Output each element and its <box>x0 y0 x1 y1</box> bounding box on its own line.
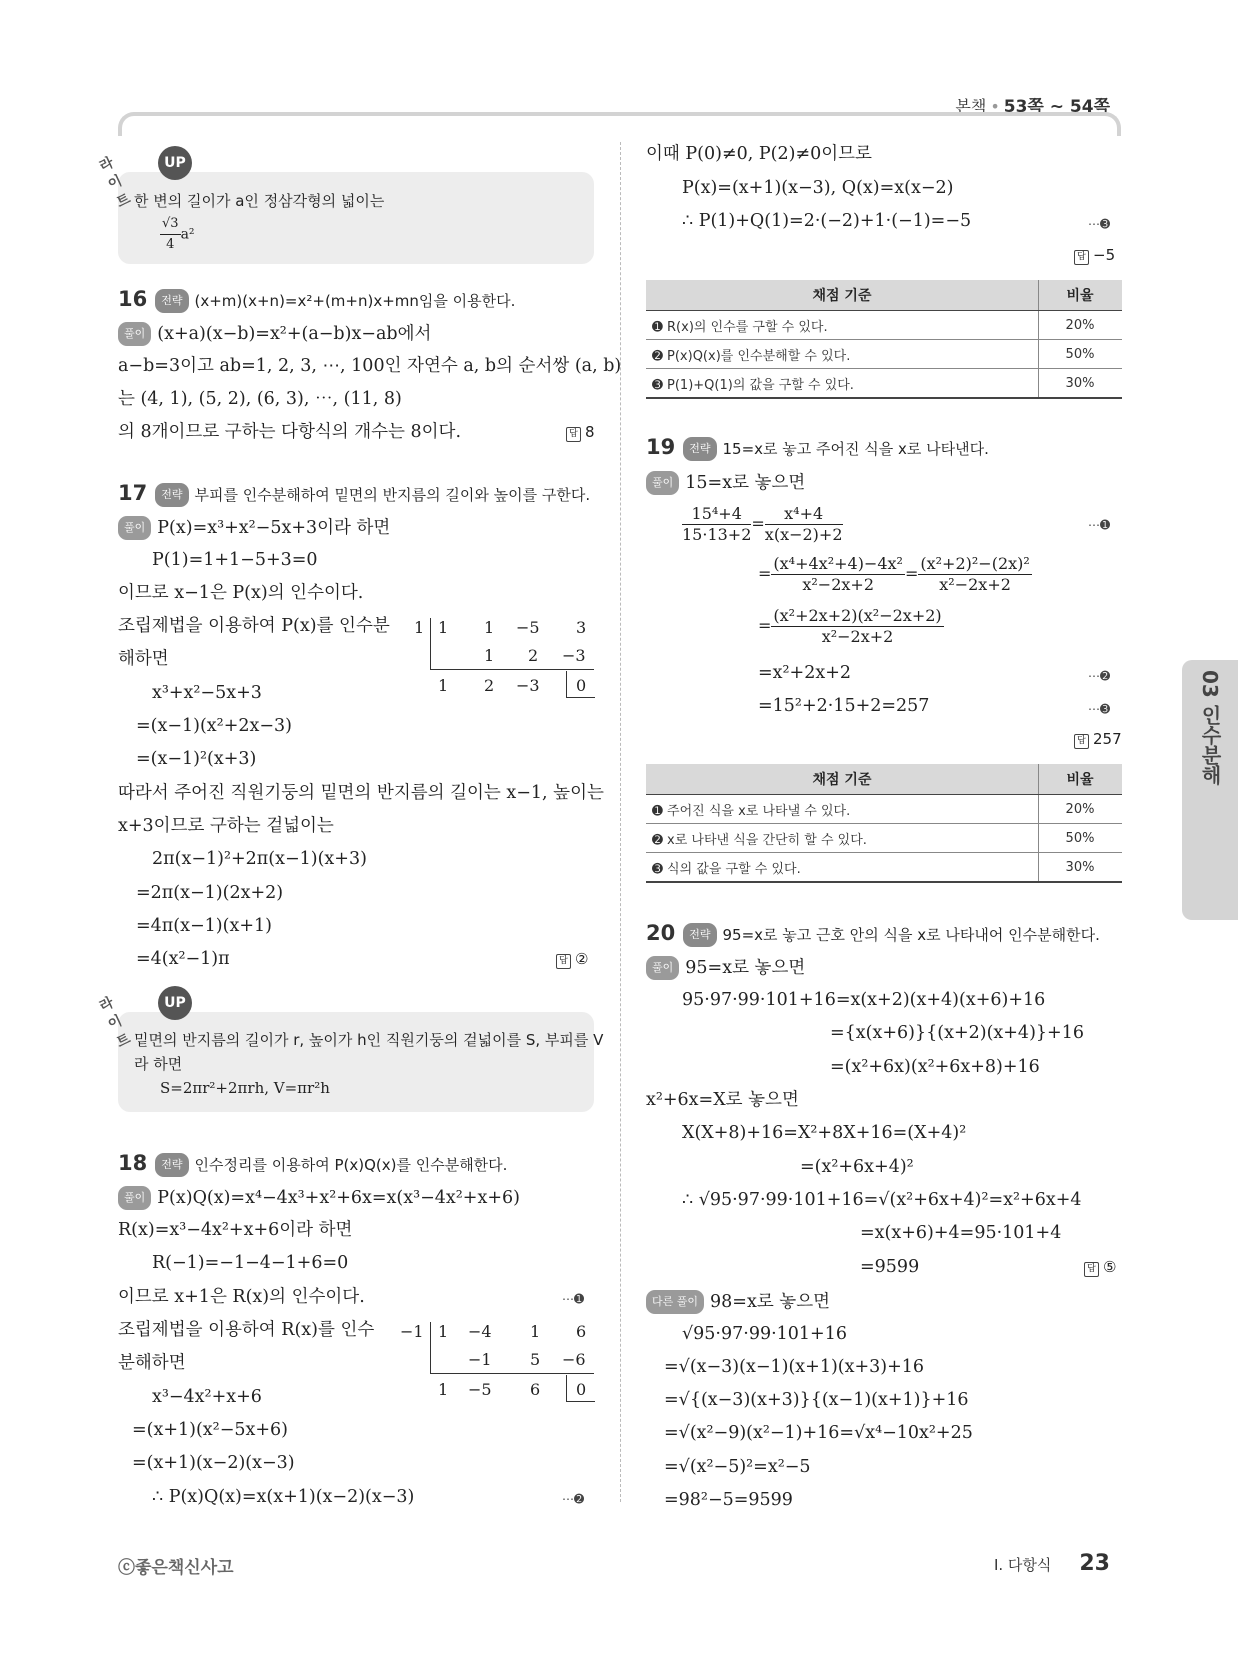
q18-line1: 풀이 P(x)Q(x)=x⁴−4x³+x²+6x=x(x³−4x²+x+6) <box>118 1186 520 1210</box>
q20-alt-line1: 다른 풀이 98=x로 놓으면 <box>646 1290 830 1314</box>
q18-line5: 조립제법을 이용하여 R(x)를 인수 <box>118 1320 375 1340</box>
step-marker: ⋯➋ <box>562 1492 585 1506</box>
table-row: ➌ P(1)+Q(1)의 값을 구할 수 있다. 30% <box>646 369 1122 399</box>
q17-answer: 답 ② <box>556 948 588 970</box>
q19-line6: =x²+2x+2 <box>758 663 852 683</box>
tip-2-line1: 밑면의 반지름의 길이가 r, 높이가 h인 직원기둥의 겉넓이를 S, 부피를 V <box>134 1031 604 1049</box>
q20-alt-line4: =√{(x−3)(x+3)}{(x−1)(x+1)}+16 <box>664 1390 969 1410</box>
grading-table-18: 채점 기준 비율 ➊ R(x)의 인수를 구할 수 있다. 20% ➋ P(x)Q(x)를 인수분해할 수 있다. 50% ➌ P(1)+Q(1)의 값을 구할 수 있다. 30% <box>646 280 1122 399</box>
answer-icon: 답 <box>1084 1262 1099 1277</box>
q17-line10: x+3이므로 구하는 겉넓이는 <box>118 816 334 836</box>
table-row: ➋ P(x)Q(x)를 인수분해할 수 있다. 50% <box>646 340 1122 369</box>
q16-title: 16 전략 (x+m)(x+n)=x²+(m+n)x+mn임을 이용한다. <box>118 287 516 311</box>
q17-line7: =(x−1)(x²+2x−3) <box>136 716 292 736</box>
q17-line6: x³+x²−5x+3 <box>152 683 262 703</box>
q18-line4: 이므로 x+1은 R(x)의 인수이다. <box>118 1287 365 1307</box>
q17-line2: P(1)=1+1−5+3=0 <box>152 550 318 570</box>
chapter-side-tab-label: 03 인수분해 <box>1198 670 1222 785</box>
q20-alt-line6: =√(x²−5)²=x²−5 <box>664 1457 811 1477</box>
tip-1-formula: $\frac{√3}{4}$ a² <box>162 216 195 252</box>
table-row: ➋ x로 나타낸 식을 간단히 할 수 있다. 50% <box>646 824 1122 853</box>
q18-line3: R(−1)=−1−4−1+6=0 <box>152 1253 349 1273</box>
q18-line9: =(x+1)(x−2)(x−3) <box>132 1453 295 1473</box>
q19-step1: $\frac{\text{15⁴+4}}{15\cdot 13+2}$ = $\frac{\text{x⁴+4}}{x(x-2)+2}$ <box>682 504 843 544</box>
table-row: ➌ 식의 값을 구할 수 있다. 30% <box>646 853 1122 883</box>
q19-step3: = $\frac{\text{(x²+2x+2)(x²−2x+2)}}{\text{x²−2x+2}}$ <box>758 606 942 646</box>
page-number: 23 <box>1079 1551 1110 1576</box>
q18-cont-line1: 이때 P(0)≠0, P(2)≠0이므로 <box>646 144 872 164</box>
q19-line7: =15²+2·15+2=257 <box>758 696 930 716</box>
q16-answer: 답 8 <box>566 421 595 443</box>
q20-alt-line2: √95·97·99·101+16 <box>682 1324 847 1344</box>
q17-line14: =4(x²−1)π <box>136 949 230 969</box>
q19-step2: = $\frac{\text{(x⁴+4x²+4)−4x²}}{\text{x²−2x+2}}$ = $\frac{\text{(x²+2)²−(2x)²}}{\text{x²−2x+2}}$ <box>758 554 1030 594</box>
q18-answer: 답 −5 <box>1074 244 1115 266</box>
step-marker: ⋯➊ <box>1088 518 1111 532</box>
tip-2-formula: S=2πr²+2πrh, V=πr²h <box>160 1079 330 1097</box>
q17-line12: =2π(x−1)(2x+2) <box>136 883 284 903</box>
q18-line2: R(x)=x³−4x²+x+6이라 하면 <box>118 1220 353 1240</box>
q20-title: 20 전략 95=x로 놓고 근호 안의 식을 x로 나타내어 인수분해한다. <box>646 921 1100 945</box>
q18-cont-line3: ∴ P(1)+Q(1)=2·(−2)+1·(−1)=−5 <box>682 211 972 231</box>
q20-alt-line3: =√(x−3)(x−1)(x+1)(x+3)+16 <box>664 1357 925 1377</box>
q19-answer: 답 257 <box>1074 728 1122 750</box>
step-marker: ⋯➊ <box>562 1292 585 1306</box>
tip-2-line2: 라 하면 <box>134 1055 183 1073</box>
header-rule <box>118 112 1121 136</box>
publisher-logo: ⓒ좋은책신사고 <box>118 1558 234 1578</box>
table-row: ➊ R(x)의 인수를 구할 수 있다. 20% <box>646 311 1122 340</box>
q20-line10: =9599 <box>860 1257 920 1277</box>
q20-line8: ∴ √95·97·99·101+16=√(x²+6x+4)²=x²+6x+4 <box>682 1190 1082 1210</box>
q17-line4: 조립제법을 이용하여 P(x)를 인수분 <box>118 616 390 636</box>
answer-icon: 답 <box>1074 734 1089 749</box>
q20-line5: x²+6x=X로 놓으면 <box>646 1090 799 1110</box>
q18-line7: x³−4x²+x+6 <box>152 1387 262 1407</box>
q20-line1: 풀이 95=x로 놓으면 <box>646 956 805 980</box>
q19-line1: 풀이 15=x로 놓으면 <box>646 471 805 495</box>
q20-line3: ={x(x+6)}{(x+2)(x+4)}+16 <box>830 1023 1084 1043</box>
tip-1-text: 한 변의 길이가 a인 정삼각형의 넓이는 <box>134 192 385 210</box>
q20-line2: 95·97·99·101+16=x(x+2)(x+4)(x+6)+16 <box>682 990 1046 1010</box>
step-marker: ⋯➌ <box>1088 702 1111 716</box>
q17-line5: 해하면 <box>118 649 169 669</box>
q20-line9: =x(x+6)+4=95·101+4 <box>860 1223 1062 1243</box>
table-row: ➊ 주어진 식을 x로 나타낼 수 있다. 20% <box>646 795 1122 824</box>
q17-line9: 따라서 주어진 직원기둥의 밑면의 반지름의 길이는 x−1, 높이는 <box>118 783 604 803</box>
q18-line8: =(x+1)(x²−5x+6) <box>132 1420 288 1440</box>
q20-line7: =(x²+6x+4)² <box>800 1157 914 1177</box>
q16-line4: 의 8개이므로 구하는 다항식의 개수는 8이다. <box>118 422 462 442</box>
q17-line1: 풀이 P(x)=x³+x²−5x+3이라 하면 <box>118 516 390 540</box>
q18-cont-line2: P(x)=(x+1)(x−3), Q(x)=x(x−2) <box>682 178 954 198</box>
q16-line1: 풀이 (x+a)(x−b)=x²+(a−b)x−ab에서 <box>118 322 431 346</box>
answer-icon: 답 <box>556 954 571 969</box>
q20-alt-line5: =√(x²−9)(x²−1)+16=√x⁴−10x²+25 <box>664 1423 973 1443</box>
q18-line6: 분해하면 <box>118 1353 186 1373</box>
q20-answer: 답 ⑤ <box>1084 1256 1116 1278</box>
q17-line11: 2π(x−1)²+2π(x−1)(x+3) <box>152 849 367 869</box>
q20-line4: =(x²+6x)(x²+6x+8)+16 <box>830 1057 1040 1077</box>
q18-title: 18 전략 인수정리를 이용하여 P(x)Q(x)를 인수분해한다. <box>118 1151 508 1175</box>
footer-page-info: Ⅰ. 다항식 23 <box>993 1551 1110 1576</box>
q17-title: 17 전략 부피를 인수분해하여 밑면의 반지름의 길이와 높이를 구한다. <box>118 481 591 505</box>
answer-icon: 답 <box>1074 250 1089 265</box>
q17-line13: =4π(x−1)(x+1) <box>136 916 272 936</box>
q16-line3: 는 (4, 1), (5, 2), (6, 3), ⋯, (11, 8) <box>118 389 402 409</box>
q18-line10: ∴ P(x)Q(x)=x(x+1)(x−2)(x−3) <box>152 1487 415 1507</box>
q20-line6: X(X+8)+16=X²+8X+16=(X+4)² <box>682 1123 967 1143</box>
q16-line2: a−b=3이고 ab=1, 2, 3, ⋯, 100인 자연수 a, b의 순서쌍 (a, b) <box>118 356 622 376</box>
column-divider <box>620 142 621 1502</box>
step-marker: ⋯➋ <box>1088 669 1111 683</box>
q17-line8: =(x−1)²(x+3) <box>136 749 257 769</box>
step-marker: ⋯➌ <box>1088 217 1111 231</box>
page-reference: 본책 • 53쪽 ~ 54쪽 <box>955 97 1110 117</box>
q19-title: 19 전략 15=x로 놓고 주어진 식을 x로 나타낸다. <box>646 435 989 459</box>
answer-icon: 답 <box>566 427 581 442</box>
grading-table-19: 채점 기준 비율 ➊ 주어진 식을 x로 나타낼 수 있다. 20% ➋ x로 나타낸 식을 간단히 할 수 있다. 50% ➌ 식의 값을 구할 수 있다. 30% <box>646 764 1122 883</box>
q20-alt-line7: =98²−5=9599 <box>664 1490 793 1510</box>
q17-line3: 이므로 x−1은 P(x)의 인수이다. <box>118 583 364 603</box>
